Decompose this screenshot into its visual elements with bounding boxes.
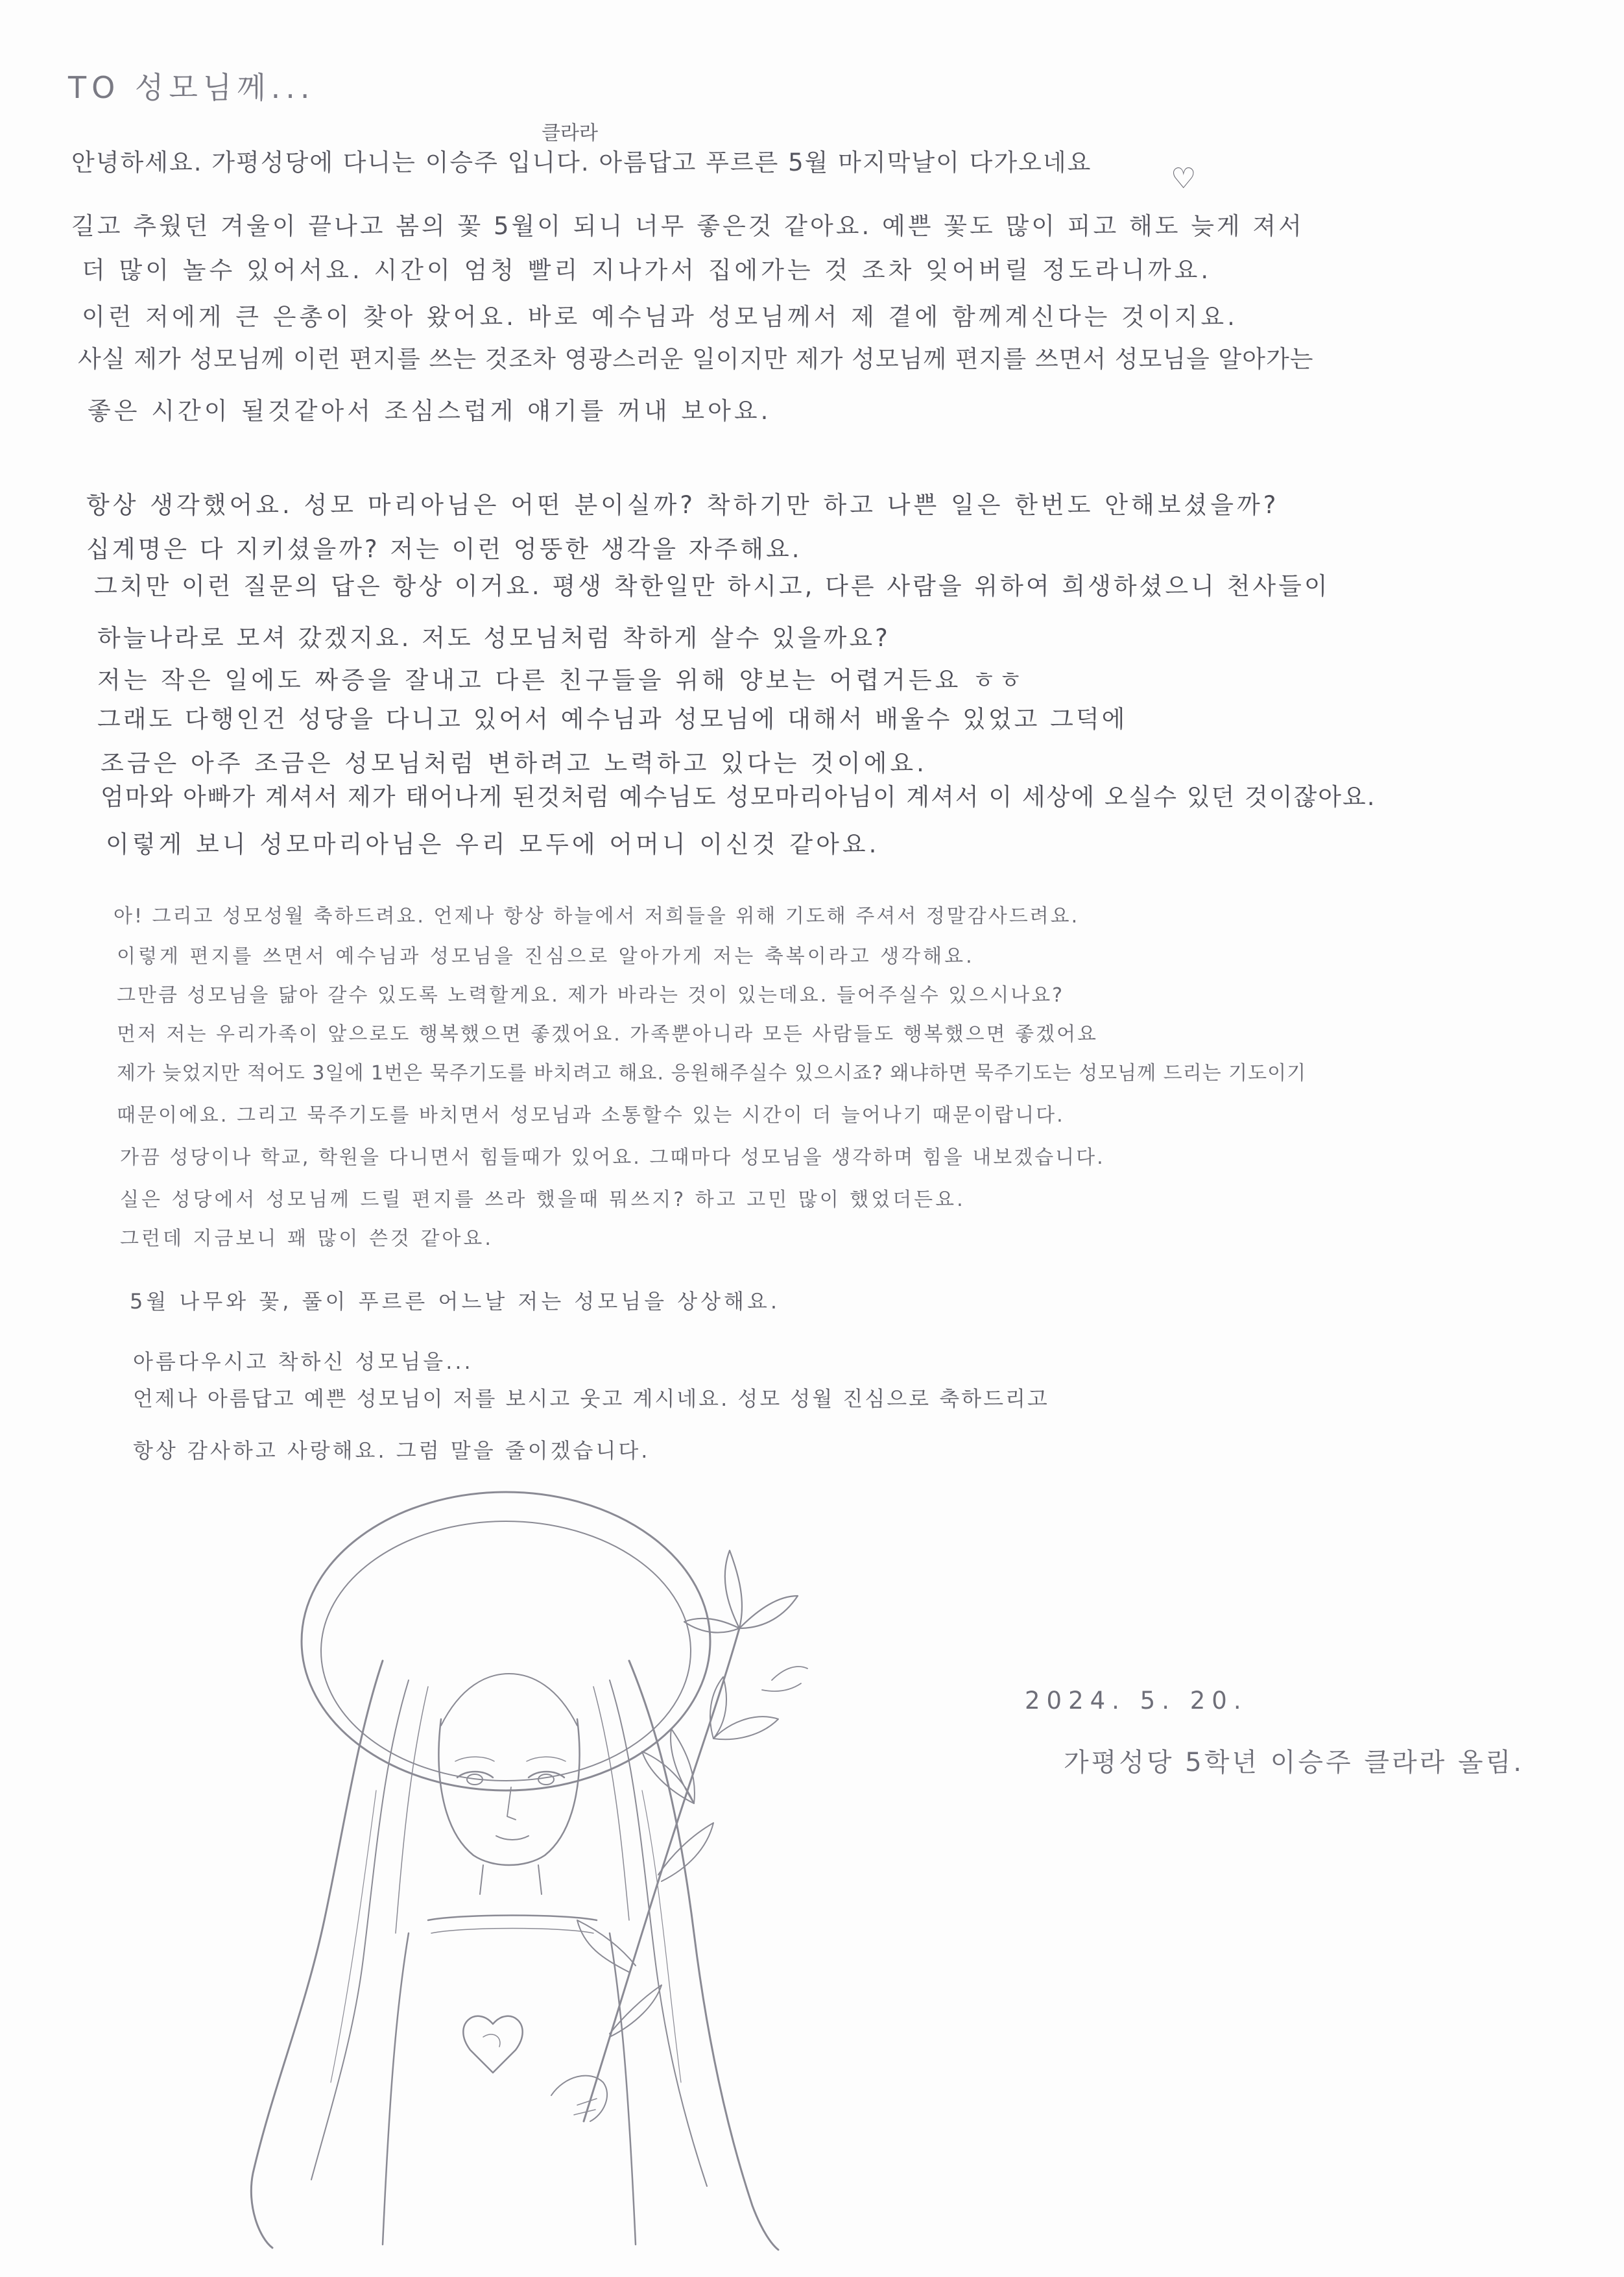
virgin-mary-drawing [214,1466,927,2251]
letter-date: 2024. 5. 20. [1025,1687,1248,1715]
paragraph4-line-4: 항상 감사하고 사랑해요. 그럼 말을 줄이겠습니다. [133,1438,651,1463]
paragraph3-line-5: 제가 늦었지만 적어도 3일에 1번은 묵주기도를 바치려고 해요. 응원해주실수 있으시죠? 왜냐하면 묵주기도는 성모님께 드리는 기도이기 [117,1062,1307,1085]
paragraph1-line-2: 길고 추웠던 겨울이 끝나고 봄의 꽃 5월이 되니 너무 좋은것 같아요. 예쁜 꽃도 많이 피고 해도 늦게 져서 [71,212,1304,240]
paragraph2-line-6: 그래도 다행인건 성당을 다니고 있어서 예수님과 성모님에 대해서 배울수 있었고 그덕에 [97,705,1128,733]
paragraph1-line-5: 사실 제가 성모님께 이런 편지를 쓰는 것조차 영광스러운 일이지만 제가 성모님께 편지를 쓰면서 성모님을 알아가는 [78,345,1314,373]
paragraph3-line-6: 때문이에요. 그리고 묵주기도를 바치면서 성모님과 소통할수 있는 시간이 더 늘어나기 때문이랍니다. [117,1104,1065,1127]
sacred-heart [463,2016,522,2073]
letter-signature: 가평성당 5학년 이승주 클라라 올림. [1064,1748,1524,1777]
paragraph3-line-9: 그런데 지금보니 꽤 많이 쓴것 같아요. [120,1227,494,1250]
heart-icon: ♡ [1171,162,1197,195]
paragraph4-line-3: 언제나 아름답고 예쁜 성모님이 저를 보시고 웃고 계시네요. 성모 성월 진심으로 축하드리고 [133,1386,1049,1411]
paragraph2-line-9: 이렇게 보니 성모마리아님은 우리 모두에 어머니 이신것 같아요. [106,830,880,858]
paragraph3-line-8: 실은 성당에서 성모님께 드릴 편지를 쓰라 했을때 뭐쓰지? 하고 고민 많이 했었더든요. [120,1188,966,1211]
nose [507,1787,516,1820]
mouth [496,1836,529,1840]
paragraph2-line-7: 조금은 아주 조금은 성모님처럼 변하려고 노력하고 있다는 것이에요. [101,749,927,777]
paragraph1-line-6: 좋은 시간이 될것같아서 조심스럽게 얘기를 꺼내 보아요. [88,397,772,425]
paragraph3-line-3: 그만큼 성모님을 닮아 갈수 있도록 노력할게요. 제가 바라는 것이 있는데요. 들어주실수 있으시나요? [117,984,1065,1007]
halo-inner [321,1521,691,1781]
paragraph3-line-2: 이렇게 편지를 쓰면서 예수님과 성모님을 진심으로 알아가게 저는 축복이라고 생각해요. [117,945,975,968]
paragraph2-line-3: 그치만 이런 질문의 답은 항상 이거요. 평생 착한일만 하시고, 다른 사람을 위하여 희생하셨으니 천사들이 [94,572,1330,600]
paragraph4-line-2: 아름다우시고 착하신 성모님을... [133,1349,473,1374]
neckline [428,1916,597,1921]
lily-flower-top [725,1550,742,1628]
paragraph2-line-2: 십계명은 다 지키셨을까? 저는 이런 엉뚱한 생각을 자주해요. [86,535,802,563]
paragraph3-line-1: 아! 그리고 성모성월 축하드려요. 언제나 항상 하늘에서 저희들을 위해 기도해 주셔서 정말감사드려요. [113,905,1080,928]
paragraph1-line-3: 더 많이 놀수 있어서요. 시간이 엄청 빨리 지나가서 집에가는 것 조차 잊어버릴 정도라니까요. [82,256,1212,284]
salutation: TO 성모님께... [68,70,315,105]
paragraph2-line-5: 저는 작은 일에도 짜증을 잘내고 다른 친구들을 위해 양보는 어렵거든요 ㅎㅎ [97,666,1025,694]
veil-right [629,1661,778,2250]
face-outline [439,1719,580,1865]
lily-stem [584,1628,739,2121]
name-insert-above-line: 클라라 [542,122,598,145]
hand [551,2076,607,2121]
paragraph3-line-4: 먼저 저는 우리가족이 앞으로도 행복했으면 좋겠어요. 가족뿐아니라 모든 사람들도 행복했으면 좋겠어요 [117,1023,1099,1046]
paragraph2-line-4: 하늘나라로 모셔 갔겠지요. 저도 성모님처럼 착하게 살수 있을까요? [97,624,890,652]
paragraph4-line-1: 5월 나무와 꽃, 풀이 푸르른 어느날 저는 성모님을 상상해요. [130,1289,781,1314]
halo-outer [302,1492,710,1790]
paragraph1-line-4: 이런 저에게 큰 은총이 찾아 왔어요. 바로 예수님과 성모님께서 제 곁에 함께계신다는 것이지요. [82,303,1238,331]
paragraph1-line-1: 안녕하세요. 가평성당에 다니는 이승주 입니다. 아름답고 푸르른 5월 마지막날이 다가오네요 [71,149,1092,176]
paragraph2-line-1: 항상 생각했어요. 성모 마리아님은 어떤 분이실까? 착하기만 하고 나쁜 일은 한번도 안해보셨을까? [86,491,1280,519]
paragraph2-line-8: 엄마와 아빠가 계셔서 제가 태어나게 된것처럼 예수님도 성모마리아님이 계셔서 이 세상에 오실수 있던 것이잖아요. [101,783,1376,811]
paragraph3-line-7: 가끔 성당이나 학교, 학원을 다니면서 힘들때가 있어요. 그때마다 성모님을 생각하며 힘을 내보겠습니다. [120,1146,1105,1169]
